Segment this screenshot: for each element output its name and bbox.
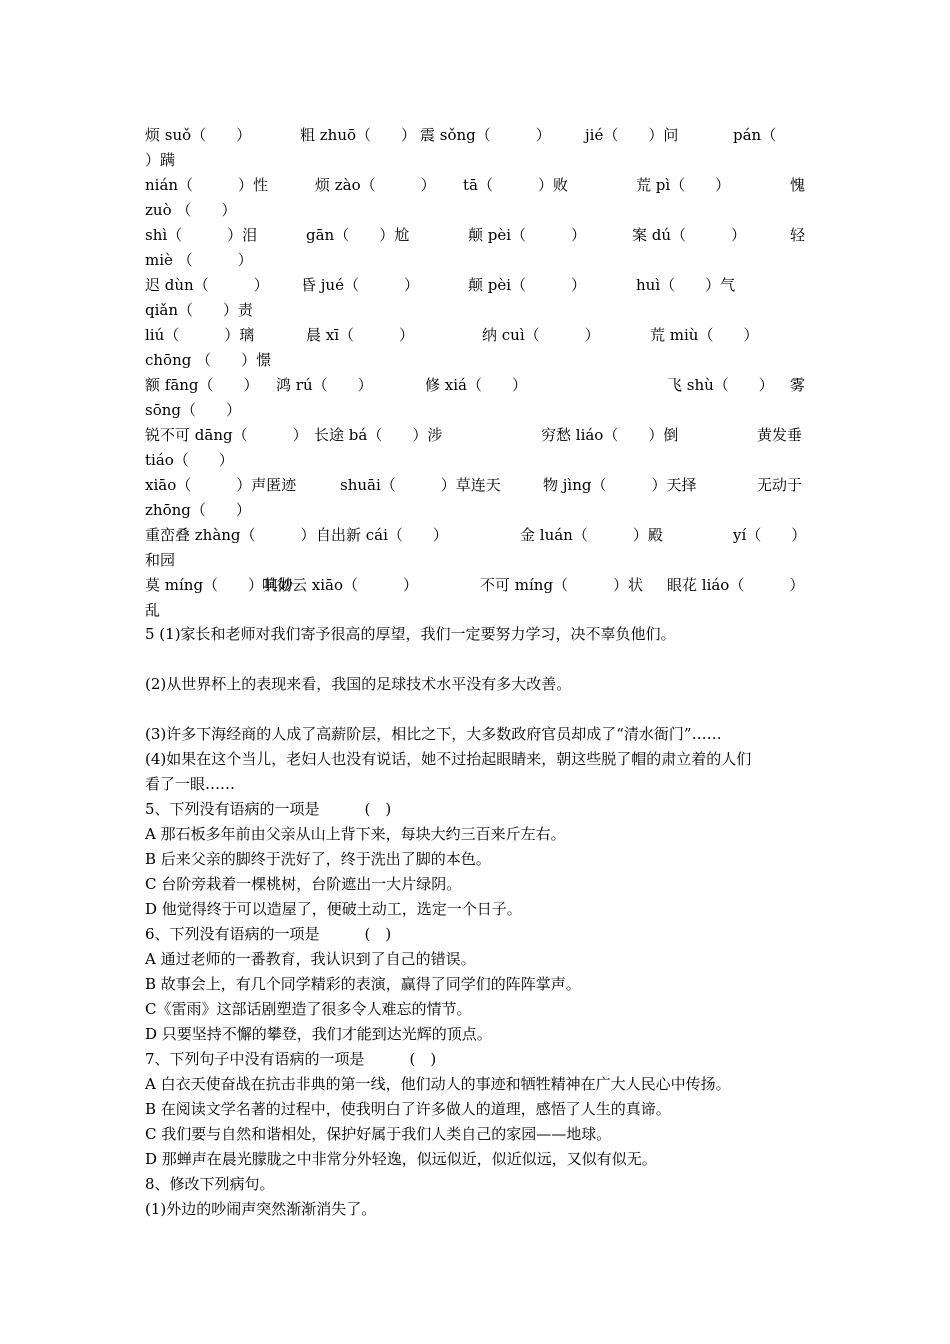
pinyin-item: 响彻云 xiāo（ ） [262, 576, 418, 594]
pinyin-item: 烦 zào（ ） [315, 176, 436, 194]
pinyin-item: 迟 dùn（ ） [145, 276, 269, 294]
text-line: D 只要坚持不懈的攀登，我们才能到达光辉的顶点。 [145, 1025, 492, 1043]
pinyin-item: 颠 pèi（ ） [468, 276, 587, 294]
pinyin-item: 烦 suǒ（ ） [145, 126, 252, 144]
text-line: (1)外边的吵闹声突然渐渐消失了。 [145, 1200, 377, 1218]
pinyin-item: 荒 pì（ ） [636, 176, 731, 194]
pinyin-item: 无动于 [757, 476, 803, 494]
pinyin-item: 眼花 liáo（ ） [667, 576, 805, 594]
pinyin-item: nián（ ）性 [145, 176, 269, 194]
pinyin-item: 莫 míng（ ）其妙 [145, 576, 294, 594]
pinyin-item: 愧 [790, 176, 806, 194]
text-line: D 那蝉声在晨光朦胧之中非常分外轻逸，似远似近，似近似远，又似有似无。 [145, 1150, 657, 1168]
pinyin-item: 粗 zhuō（ ） [300, 126, 417, 144]
pinyin-item: gān（ ）尬 [306, 226, 410, 244]
text-line: A 那石板多年前由父亲从山上背下来，每块大约三百来斤左右。 [145, 825, 566, 843]
pinyin-item: yí（ ） [733, 526, 807, 544]
pinyin-item: 鸿 rú（ ） [276, 376, 373, 394]
pinyin-item: chōng （ ）憬 [145, 351, 272, 369]
pinyin-item: ）蹒 [145, 151, 176, 169]
text-line: 看了一眼…… [145, 775, 236, 793]
text-line: 5 (1)家长和老师对我们寄予很高的厚望，我们一定要努力学习，决不辜负他们。 [145, 625, 676, 643]
text-line: A 通过老师的一番教育，我认识到了自己的错误。 [145, 950, 476, 968]
pinyin-item: 物 jìng（ ）天择 [543, 476, 697, 494]
pinyin-item: 案 dú（ ） [632, 226, 747, 244]
pinyin-item: pán（ [733, 126, 777, 144]
pinyin-item: liú（ ）璃 [145, 326, 255, 344]
pinyin-item: 和园 [145, 551, 176, 569]
pinyin-item: shì（ ）泪 [145, 226, 258, 244]
pinyin-item: shuāi（ ）草连天 [340, 476, 501, 494]
pinyin-item: 飞 shù（ ） [667, 376, 774, 394]
pinyin-item: jié（ ）问 [585, 126, 679, 144]
text-line: B 后来父亲的脚终于洗好了，终于洗出了脚的本色。 [145, 850, 491, 868]
text-line: C《雷雨》这部话剧塑造了很多令人难忘的情节。 [145, 1000, 472, 1018]
pinyin-item: 重峦叠 zhàng（ ） [145, 526, 316, 544]
text-line: (2)从世界杯上的表现来看，我国的足球技术水平没有多大改善。 [145, 675, 572, 693]
text-line: A 白衣天使奋战在抗击非典的第一线，他们动人的事迹和牺牲精神在广大人民心中传扬。 [145, 1075, 731, 1093]
pinyin-item: 震 sǒng（ ） [420, 126, 551, 144]
text-line: C 台阶旁栽着一棵桃树，台阶遮出一大片绿阴。 [145, 875, 462, 893]
pinyin-item: 颠 pèi（ ） [468, 226, 587, 244]
pinyin-item: xiāo（ ）声匿迹 [145, 476, 297, 494]
question-heading: 7、下列句子中没有语病的一项是 ( ) [145, 1050, 437, 1068]
pinyin-item: 轻 [790, 226, 806, 244]
pinyin-item: tiáo（ ） [145, 451, 234, 469]
text-line: (3)许多下海经商的人成了高薪阶层，相比之下，大多数政府官员却成了“清水衙门”…… [145, 725, 722, 743]
pinyin-item: 额 fāng（ ） [145, 376, 259, 394]
question-heading: 5、下列没有语病的一项是 ( ) [145, 800, 392, 818]
pinyin-item: miè （ ） [145, 251, 253, 269]
pinyin-item: 晨 xī（ ） [306, 326, 415, 344]
pinyin-item: zuò （ ） [145, 201, 237, 219]
text-line: (4)如果在这个当儿，老妇人也没有说话，她不过抬起眼睛来，朝这些脱了帽的肃立着的人们 [145, 750, 752, 768]
text-line: D 他觉得终于可以造屋了，便破土动工，选定一个日子。 [145, 900, 522, 918]
pinyin-item: zhōng（ ） [145, 501, 251, 519]
pinyin-item: 修 xiá（ ） [425, 376, 527, 394]
pinyin-item: qiǎn（ ）责 [145, 301, 254, 319]
text-line: C 我们要与自然和谐相处，保护好属于我们人类自己的家园——地球。 [145, 1125, 612, 1143]
pinyin-item: 锐不可 dāng（ ） [145, 426, 308, 444]
pinyin-item: 乱 [145, 601, 161, 619]
pinyin-item: 金 luán（ ）殿 [520, 526, 663, 544]
pinyin-item: 长途 bá（ ）涉 [314, 426, 443, 444]
pinyin-item: 穷愁 liáo（ ）倒 [541, 426, 679, 444]
pinyin-item: huì（ ）气 [636, 276, 736, 294]
pinyin-item: 荒 miù（ ） [650, 326, 759, 344]
pinyin-item: 昏 jué（ ） [301, 276, 419, 294]
pinyin-item: tā（ ）败 [463, 176, 568, 194]
pinyin-item: 不可 míng（ ）状 [480, 576, 644, 594]
pinyin-item: sōng（ ） [145, 401, 241, 419]
pinyin-item: 雾 [790, 376, 806, 394]
question-heading: 6、下列没有语病的一项是 ( ) [145, 925, 392, 943]
pinyin-item: 纳 cuì（ ） [482, 326, 600, 344]
pinyin-item: 黄发垂 [757, 426, 803, 444]
text-line: B 故事会上，有几个同学精彩的表演，赢得了同学们的阵阵掌声。 [145, 975, 581, 993]
pinyin-item: 自出新 cái（ ） [316, 526, 448, 544]
question-heading: 8、修改下列病句。 [145, 1175, 275, 1193]
text-line: B 在阅读文学名著的过程中，使我明白了许多做人的道理，感悟了人生的真谛。 [145, 1100, 671, 1118]
